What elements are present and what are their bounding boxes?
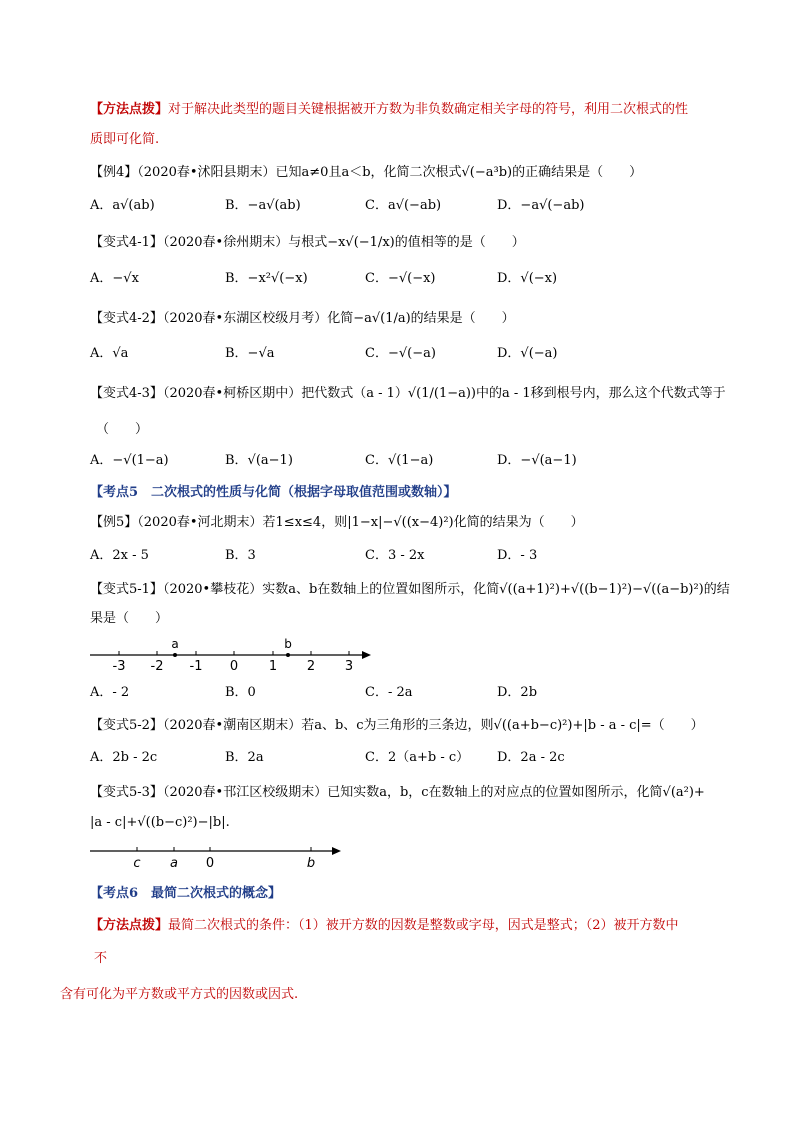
question-text: （2020春•柯桥区期中）把代数式（a - 1）√(1/(1−a))中的a - 1移到根号内，那么这个代数式等于 [162, 386, 726, 401]
tick-label: 2 [306, 659, 316, 674]
variant-5-2-question [90, 716, 704, 736]
question-text: （2020•攀枝花）实数a、b在数轴上的位置如图所示，化简√((a+1)²)+√((b−1)²)−√((a−b)²)的结 [162, 582, 730, 597]
variant-5-1-question [90, 580, 730, 600]
option-b: B．√(a−1) [225, 453, 293, 468]
point-a-label: a [170, 856, 178, 871]
tick-label: -1 [189, 659, 203, 674]
option-d: D．√(−x) [497, 271, 558, 286]
option-b: B．−√a [225, 346, 275, 361]
method-tip-text: 对于解决此类型的题目关键根据被开方数为非负数确定相关字母的符号，利用二次根式的性 [168, 102, 689, 117]
origin-label: 0 [205, 856, 215, 871]
variant-label: 【变式5-1】 [90, 582, 163, 597]
option-b: B．0 [225, 685, 256, 700]
option-d: D．√(−a) [497, 346, 558, 361]
option-a: A．- 2 [90, 685, 130, 700]
method-tip-tag: 【方法点拨】 [90, 102, 169, 117]
option-d: D．- 3 [497, 548, 538, 563]
variant-4-2-question [90, 309, 515, 329]
variant-4-1-question [90, 233, 525, 253]
option-a: A．−√(1−a) [90, 453, 169, 468]
option-b: B．3 [225, 548, 256, 563]
variant-5-3-question [90, 783, 705, 803]
question-text: （2020春•邗江区校级期末）已知实数a，b，c在数轴上的对应点的位置如图所示，化简√(a²)+ [162, 785, 705, 800]
number-line-figure-1 [88, 636, 378, 678]
tick-label: 1 [268, 659, 278, 674]
question-text: （2020春•河北期末）若1≤x≤4，则|1−x|−√((x−4)²)化简的结果为（ ） [137, 515, 584, 530]
variant-label: 【变式5-2】 [90, 718, 163, 733]
question-text: （2020春•潮南区期末）若a、b、c为三角形的三条边，则√((a+b−c)²)+|b - a - c|=（ ） [162, 718, 704, 733]
method-tip-1 [90, 100, 688, 120]
section-heading-5: 【考点5 二次根式的性质与化简（根据字母取值范围或数轴）】 [90, 485, 457, 500]
example-label: 【例4】 [90, 165, 138, 180]
tick-label: 3 [344, 659, 354, 674]
option-a: A．2x - 5 [90, 548, 149, 563]
question-text-cont: 果是（ ） [90, 611, 169, 626]
question-text: （2020春•徐州期末）与根式−x√(−1/x)的值相等的是（ ） [162, 235, 525, 250]
point-a-label: a [171, 637, 179, 651]
question-text: （2020春•沭阳县期末）已知a≠0且a＜b，化简二次根式√(−a³b)的正确结果是（ ） [137, 165, 643, 180]
option-d: D．2a - 2c [497, 750, 565, 765]
point-b-label: b [284, 637, 292, 651]
variant-label: 【变式4-1】 [90, 235, 163, 250]
option-b: B．2a [225, 750, 264, 765]
question-text: （2020春•东湖区校级月考）化简−a√(1/a)的结果是（ ） [162, 311, 515, 326]
method-tip-text-cont: 含有可化为平方数或平方式的因数或因式. [60, 987, 299, 1002]
option-d: D．2b [497, 685, 538, 700]
variant-4-3-question [90, 384, 726, 404]
tick-label: -3 [112, 659, 126, 674]
option-d: D．−√(a−1) [497, 453, 577, 468]
option-c: C．−√(−x) [365, 271, 436, 286]
point-a-dot [173, 653, 177, 657]
point-b-label: b [306, 856, 316, 871]
option-c: C．3 - 2x [365, 548, 425, 563]
tick-label: -2 [150, 659, 164, 674]
option-c: C．−√(−a) [365, 346, 436, 361]
number-line-figure-2 [88, 838, 350, 872]
method-tip-text: 最简二次根式的条件：（1）被开方数的因数是整数或字母，因式是整式；（2）被开方数中 [168, 918, 679, 933]
option-a: A．−√x [90, 271, 139, 286]
example-label: 【例5】 [90, 515, 138, 530]
option-c: C．- 2a [365, 685, 413, 700]
tick-label: 0 [229, 659, 239, 674]
example-5-question [90, 513, 584, 533]
variant-label: 【变式4-3】 [90, 386, 163, 401]
method-tip-tag: 【方法点拨】 [90, 918, 169, 933]
question-text-cont: |a - c|+√((b−c)²)−|b|. [90, 815, 230, 830]
example-4-question [90, 163, 642, 183]
method-tip-text-cont: 不 [94, 951, 108, 966]
option-d: D．−a√(−ab) [497, 198, 585, 213]
variant-label: 【变式5-3】 [90, 785, 163, 800]
question-text-cont: （ ） [96, 422, 149, 437]
option-c: C．a√(−ab) [365, 198, 442, 213]
option-b: B．−a√(ab) [225, 198, 301, 213]
option-c: C．√(1−a) [365, 453, 434, 468]
section-heading-6: 【考点6 最简二次根式的概念】 [90, 886, 282, 901]
point-b-dot [286, 653, 290, 657]
option-a: A．a√(ab) [90, 198, 155, 213]
variant-label: 【变式4-2】 [90, 311, 163, 326]
option-a: A．√a [90, 346, 129, 361]
option-b: B．−x²√(−x) [225, 271, 308, 286]
method-tip-2 [90, 916, 679, 936]
method-tip-text-cont: 质即可化简. [90, 132, 160, 147]
option-a: A．2b - 2c [90, 750, 158, 765]
point-c-label: c [133, 856, 141, 871]
option-c: C．2（a+b - c） [365, 750, 470, 765]
